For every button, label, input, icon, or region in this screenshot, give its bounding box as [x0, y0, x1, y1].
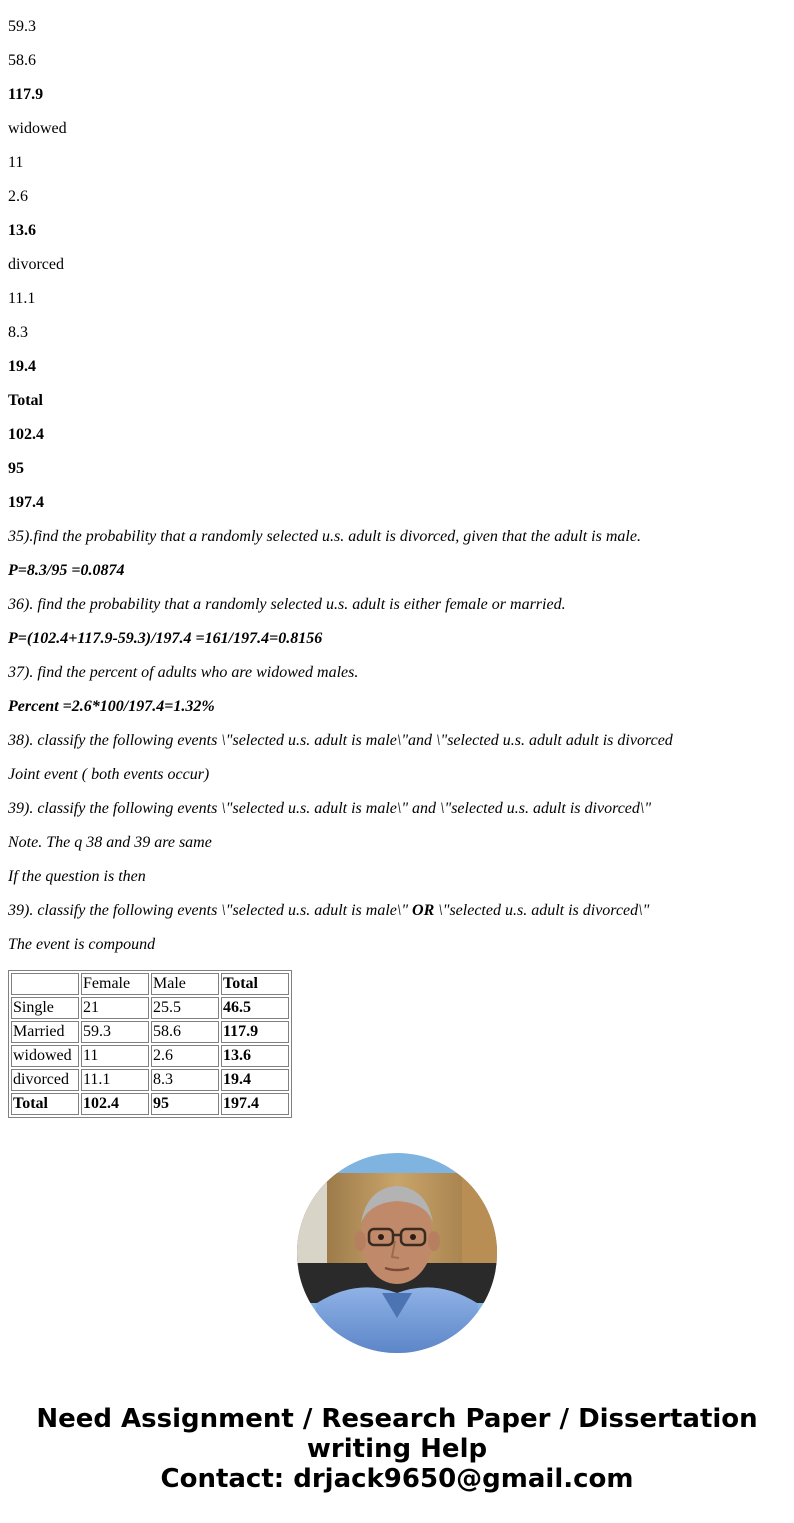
question-39: 39). classify the following events \"selected u.s. adult is male\" and \"selected u.s. adult is divorced\": [8, 800, 652, 817]
row-label-widowed: widowed: [8, 120, 67, 137]
table-cell: 11.1: [81, 1069, 149, 1091]
author-photo: [297, 1153, 497, 1353]
table-cell: 95: [151, 1093, 219, 1115]
table-cell: 8.3: [151, 1069, 219, 1091]
answer-37: Percent =2.6*100/197.4=1.32%: [8, 698, 215, 715]
question-39-or: [8, 902, 788, 920]
value-widowed-total: 13.6: [8, 222, 36, 239]
value-total-male: 95: [8, 460, 24, 477]
table-cell: Married: [11, 1021, 79, 1043]
value-divorced-male: 8.3: [8, 324, 28, 341]
footer-promo: [0, 1404, 794, 1494]
table-cell: 2.6: [151, 1045, 219, 1067]
row-label-divorced: divorced: [8, 256, 64, 273]
footer-line-2: writing Help: [306, 1434, 488, 1464]
value-total-total: 197.4: [8, 494, 44, 511]
table-cell: 11: [81, 1045, 149, 1067]
question-39-or-pre: 39). classify the following events \"selected u.s. adult is male\": [8, 902, 413, 919]
table-row: [11, 1069, 289, 1091]
avatar: [297, 1153, 497, 1353]
table-cell: Total: [11, 1093, 79, 1115]
question-37: 37). find the percent of adults who are widowed males.: [8, 664, 359, 681]
table-cell: Male: [151, 973, 219, 995]
if-then: If the question is then: [8, 868, 146, 885]
table-cell: 59.3: [81, 1021, 149, 1043]
table-cell: 102.4: [81, 1093, 149, 1115]
value-divorced-female: 11.1: [8, 290, 36, 307]
footer-line-1: Need Assignment / Research Paper / Dissertation: [36, 1404, 758, 1434]
table-cell: Single: [11, 997, 79, 1019]
table-cell: 197.4: [221, 1093, 289, 1115]
value-widowed-male: 2.6: [8, 188, 28, 205]
question-38: 38). classify the following events \"selected u.s. adult is male\"and \"selected u.s. adult adult is divorced: [8, 732, 673, 749]
table-cell: Total: [221, 973, 289, 995]
value-married-male: 58.6: [8, 52, 36, 69]
question-39-or-word: OR: [412, 902, 435, 919]
compound-statement: The event is compound: [8, 936, 156, 953]
answer-36: P=(102.4+117.9-59.3)/197.4 =161/197.4=0.8156: [8, 630, 323, 647]
document-body: [8, 0, 788, 1118]
answer-38: Joint event ( both events occur): [8, 766, 210, 783]
answer-35: P=8.3/95 =0.0874: [8, 562, 125, 579]
value-total-female: 102.4: [8, 426, 44, 443]
table-cell: 19.4: [221, 1069, 289, 1091]
table-cell: 117.9: [221, 1021, 289, 1043]
contingency-table: [8, 970, 292, 1118]
table-row: [11, 1021, 289, 1043]
table-cell: widowed: [11, 1045, 79, 1067]
table-cell: 21: [81, 997, 149, 1019]
value-widowed-female: 11: [8, 154, 24, 171]
table-row: [11, 997, 289, 1019]
question-36: 36). find the probability that a randomly selected u.s. adult is either female or married.: [8, 596, 566, 613]
row-label-total: Total: [8, 392, 43, 409]
table-cell: 25.5: [151, 997, 219, 1019]
value-divorced-total: 19.4: [8, 358, 36, 375]
note: Note. The q 38 and 39 are same: [8, 834, 212, 851]
value-married-female: 59.3: [8, 18, 36, 35]
table-cell: divorced: [11, 1069, 79, 1091]
value-married-total: 117.9: [8, 86, 44, 103]
row-label-married: [8, 0, 788, 2]
table-row: [11, 1093, 289, 1115]
table-row: [11, 1045, 289, 1067]
table-cell: 13.6: [221, 1045, 289, 1067]
question-35: 35).find the probability that a randomly selected u.s. adult is divorced, given that the adult is male.: [8, 528, 641, 545]
table-cell: 46.5: [221, 997, 289, 1019]
table-cell: Female: [81, 973, 149, 995]
table-header-row: [11, 973, 289, 995]
question-39-or-post: \"selected u.s. adult is divorced\": [434, 902, 650, 919]
footer-contact: Contact: drjack9650@gmail.com: [160, 1464, 634, 1494]
table-cell: 58.6: [151, 1021, 219, 1043]
table-cell: [11, 973, 79, 995]
